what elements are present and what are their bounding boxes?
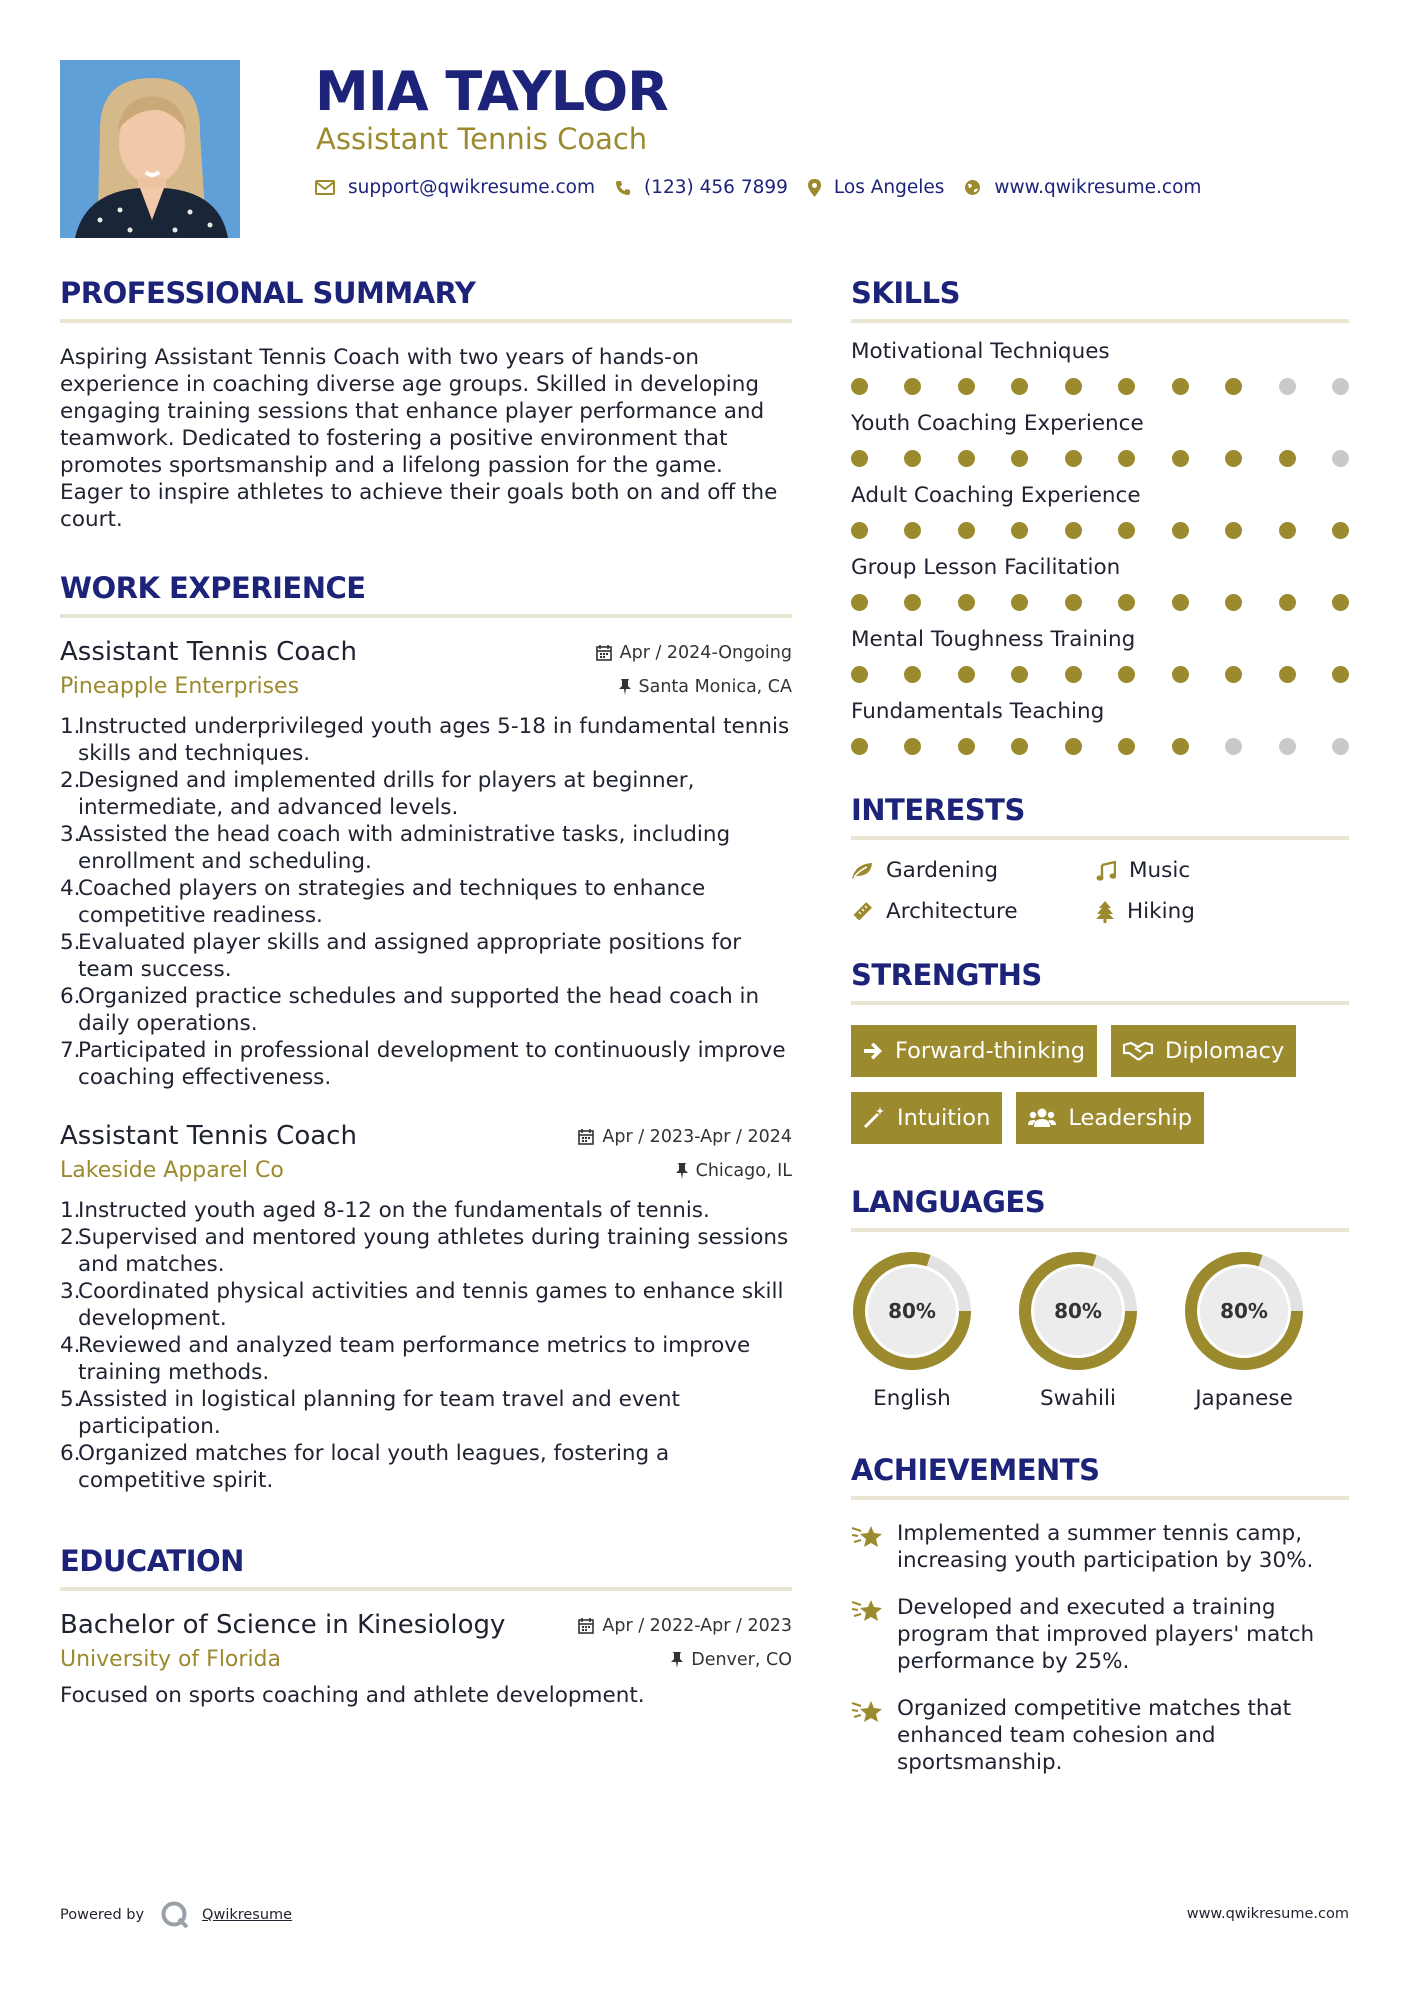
language-name: English xyxy=(873,1386,951,1411)
list-item: 1. Instructed youth aged 8-12 on the fundamentals of tennis. xyxy=(60,1198,710,1223)
rating-dot-filled xyxy=(958,594,975,611)
experience-section xyxy=(60,571,792,1494)
list-item: 2. Supervised and mentored young athletes during training sessions and matches. xyxy=(60,1225,789,1277)
language-progress-ring xyxy=(851,1250,973,1372)
right-column xyxy=(851,276,1349,1776)
skill-rating xyxy=(851,378,1349,395)
rating-dot-filled xyxy=(1172,666,1189,683)
skill-name: Motivational Techniques xyxy=(851,339,1110,364)
rating-dot-filled xyxy=(958,450,975,467)
skill-name: Adult Coaching Experience xyxy=(851,483,1141,508)
education-section xyxy=(60,1544,792,1709)
profile-photo xyxy=(60,60,240,238)
shooting-star-icon xyxy=(851,1697,885,1725)
skill-name: Group Lesson Facilitation xyxy=(851,555,1121,580)
candidate-role: Assistant Tennis Coach xyxy=(316,122,648,156)
rating-dot-filled xyxy=(1118,594,1135,611)
rating-dot-empty xyxy=(1332,738,1349,755)
footer-powered-by xyxy=(60,1900,292,1930)
achievement-text: Implemented a summer tennis camp, increasing youth participation by 30%. xyxy=(897,1521,1314,1573)
language-item xyxy=(1183,1250,1349,1411)
rating-dot-filled xyxy=(1011,594,1028,611)
education-heading: EDUCATION xyxy=(60,1544,792,1591)
interest-item: Gardening xyxy=(851,858,1096,883)
company-name: Pineapple Enterprises xyxy=(60,674,300,699)
rating-dot-filled xyxy=(1225,450,1242,467)
rating-dot-filled xyxy=(1118,666,1135,683)
language-item xyxy=(1017,1250,1183,1411)
location-text: Denver, CO xyxy=(691,1649,792,1670)
rating-dot-filled xyxy=(1118,738,1135,755)
education-dates xyxy=(578,1616,792,1636)
envelope-icon xyxy=(315,180,335,195)
rating-dot-filled xyxy=(851,738,868,755)
rating-dot-filled xyxy=(851,450,868,467)
rating-dot-filled xyxy=(1225,378,1242,395)
job-entry xyxy=(60,1121,792,1494)
ruler-icon xyxy=(851,901,873,923)
job-title: Assistant Tennis Coach xyxy=(60,637,357,667)
rating-dot-filled xyxy=(1279,450,1296,467)
rating-dot-filled xyxy=(1279,522,1296,539)
left-column xyxy=(60,276,792,1709)
rating-dot-filled xyxy=(1332,522,1349,539)
rating-dot-filled xyxy=(1172,738,1189,755)
dates-text: Apr / 2024-Ongoing xyxy=(619,643,792,663)
job-entry xyxy=(60,637,792,1091)
shooting-star-icon xyxy=(851,1596,885,1624)
strength-tag: Intuition xyxy=(851,1092,1002,1144)
achievements-heading: ACHIEVEMENTS xyxy=(851,1453,1349,1500)
rating-dot-empty xyxy=(1332,378,1349,395)
language-percent: 80% xyxy=(888,1299,936,1323)
skill-rating xyxy=(851,522,1349,539)
email-text: support@qwikresume.com xyxy=(348,177,595,198)
list-item: 6. Organized matches for local youth leagues, fostering a competitive spirit. xyxy=(60,1441,670,1493)
globe-icon xyxy=(964,179,981,196)
qwikresume-logo-icon xyxy=(160,1900,190,1930)
pushpin-icon xyxy=(671,1652,683,1668)
strength-tag: Diplomacy xyxy=(1111,1025,1296,1077)
rating-dot-filled xyxy=(1065,450,1082,467)
skill-item xyxy=(851,411,1349,467)
dates-text: Apr / 2022-Apr / 2023 xyxy=(602,1616,792,1636)
skill-rating xyxy=(851,666,1349,683)
magic-wand-icon xyxy=(863,1107,885,1129)
rating-dot-empty xyxy=(1225,738,1242,755)
summary-text: Aspiring Assistant Tennis Coach with two years of hands-on experience in coaching diverse age groups. Skilled in developing engaging training sessions that enhance player performance and teamwork. Dedicated to fostering a positive environment that promotes sportsmanship and a lifelong passion for the game. Eager to inspire athletes to achieve their goals both on and off the court. xyxy=(60,345,778,532)
list-item: 1. Instructed underprivileged youth ages 5-18 in fundamental tennis skills and techniques. xyxy=(60,714,790,766)
rating-dot-filled xyxy=(904,666,921,683)
calendar-icon xyxy=(596,645,612,661)
rating-dot-empty xyxy=(1279,738,1296,755)
contact-bar xyxy=(315,177,1221,198)
rating-dot-filled xyxy=(1065,594,1082,611)
achievements-section xyxy=(851,1453,1349,1776)
skill-rating xyxy=(851,738,1349,755)
list-item: 4. Reviewed and analyzed team performance metrics to improve training methods. xyxy=(60,1333,751,1385)
dates-text: Apr / 2023-Apr / 2024 xyxy=(602,1127,792,1147)
responsibility-list xyxy=(60,1197,792,1494)
rating-dot-filled xyxy=(904,450,921,467)
calendar-icon xyxy=(578,1618,594,1634)
skills-section xyxy=(851,276,1349,755)
skill-item xyxy=(851,483,1349,539)
rating-dot-filled xyxy=(904,522,921,539)
rating-dot-filled xyxy=(1172,594,1189,611)
responsibility-list xyxy=(60,713,792,1091)
phone-text: (123) 456 7899 xyxy=(644,177,788,198)
rating-dot-filled xyxy=(1118,522,1135,539)
list-item: 2. Designed and implemented drills for players at beginner, intermediate, and advanced levels. xyxy=(60,768,695,820)
brand-link[interactable]: Qwikresume xyxy=(202,1907,293,1923)
skill-name: Youth Coaching Experience xyxy=(851,411,1144,436)
language-item xyxy=(851,1250,1017,1411)
list-item: 3. Assisted the head coach with administrative tasks, including enrollment and scheduling. xyxy=(60,822,731,874)
job-dates xyxy=(578,1127,792,1147)
list-item: 3. Coordinated physical activities and tennis games to enhance skill development. xyxy=(60,1279,784,1331)
list-item: 7. Participated in professional development to continuously improve coaching effectiveness. xyxy=(60,1038,786,1090)
rating-dot-empty xyxy=(1332,450,1349,467)
achievement-item xyxy=(851,1695,1349,1776)
rating-dot-filled xyxy=(1011,378,1028,395)
languages-section xyxy=(851,1185,1349,1411)
shooting-star-icon xyxy=(851,1522,885,1550)
education-description: Focused on sports coaching and athlete development. xyxy=(60,1683,645,1708)
location-text: Chicago, IL xyxy=(695,1160,792,1181)
location-text: Los Angeles xyxy=(833,177,945,198)
job-location xyxy=(676,1161,792,1181)
rating-dot-filled xyxy=(1065,378,1082,395)
skill-item xyxy=(851,627,1349,683)
experience-heading: WORK EXPERIENCE xyxy=(60,571,792,618)
rating-dot-filled xyxy=(851,378,868,395)
job-title: Assistant Tennis Coach xyxy=(60,1121,357,1151)
leaf-icon xyxy=(851,862,873,880)
interests-heading: INTERESTS xyxy=(851,793,1349,840)
education-location xyxy=(671,1650,792,1670)
school-name: University of Florida xyxy=(60,1647,281,1672)
contact-phone[interactable] xyxy=(615,177,788,198)
education-entry xyxy=(60,1610,792,1709)
rating-dot-empty xyxy=(1279,378,1296,395)
candidate-name: MIA TAYLOR xyxy=(315,60,668,123)
skill-item xyxy=(851,339,1349,395)
list-item: 6. Organized practice schedules and supported the head coach in daily operations. xyxy=(60,984,760,1036)
skill-name: Mental Toughness Training xyxy=(851,627,1136,652)
rating-dot-filled xyxy=(1065,738,1082,755)
phone-icon xyxy=(615,180,631,196)
language-progress-ring xyxy=(1017,1250,1139,1372)
achievement-text: Organized competitive matches that enhanced team cohesion and sportsmanship. xyxy=(897,1696,1292,1775)
degree-title: Bachelor of Science in Kinesiology xyxy=(60,1610,506,1640)
rating-dot-filled xyxy=(958,378,975,395)
skill-rating xyxy=(851,594,1349,611)
achievement-item xyxy=(851,1520,1349,1574)
rating-dot-filled xyxy=(904,378,921,395)
interest-item: Hiking xyxy=(1096,899,1336,924)
strength-tag: Leadership xyxy=(1016,1092,1204,1144)
rating-dot-filled xyxy=(904,738,921,755)
rating-dot-filled xyxy=(1279,666,1296,683)
rating-dot-filled xyxy=(1172,522,1189,539)
language-name: Japanese xyxy=(1195,1386,1293,1411)
language-percent: 80% xyxy=(1220,1299,1268,1323)
list-item: 5. Assisted in logistical planning for team travel and event participation. xyxy=(60,1387,680,1439)
rating-dot-filled xyxy=(1225,522,1242,539)
achievement-text: Developed and executed a training program that improved players' match performance by 25%. xyxy=(897,1595,1315,1674)
rating-dot-filled xyxy=(1332,594,1349,611)
rating-dot-filled xyxy=(1279,594,1296,611)
strengths-heading: STRENGTHS xyxy=(851,958,1349,1005)
arrow-right-icon xyxy=(863,1042,883,1060)
rating-dot-filled xyxy=(1118,450,1135,467)
rating-dot-filled xyxy=(904,594,921,611)
footer-url[interactable]: www.qwikresume.com xyxy=(1186,1906,1349,1922)
rating-dot-filled xyxy=(851,522,868,539)
achievement-item xyxy=(851,1594,1349,1675)
map-pin-icon xyxy=(808,179,821,197)
rating-dot-filled xyxy=(1065,666,1082,683)
list-item: 5. Evaluated player skills and assigned appropriate positions for team success. xyxy=(60,930,742,982)
rating-dot-filled xyxy=(1172,450,1189,467)
skills-heading: SKILLS xyxy=(851,276,1349,323)
language-percent: 80% xyxy=(1054,1299,1102,1323)
summary-heading: PROFESSIONAL SUMMARY xyxy=(60,276,792,323)
rating-dot-filled xyxy=(1225,666,1242,683)
job-dates xyxy=(596,643,792,663)
rating-dot-filled xyxy=(1172,378,1189,395)
job-location xyxy=(619,677,793,697)
website-text: www.qwikresume.com xyxy=(994,177,1202,198)
pushpin-icon xyxy=(676,1163,688,1179)
strength-tag: Forward-thinking xyxy=(851,1025,1097,1077)
music-icon xyxy=(1096,861,1116,881)
interest-item: Music xyxy=(1096,858,1336,883)
interest-item: Architecture xyxy=(851,899,1096,924)
interests-section xyxy=(851,793,1349,924)
contact-location xyxy=(808,177,945,198)
summary-section xyxy=(60,276,792,533)
rating-dot-filled xyxy=(851,594,868,611)
strengths-section xyxy=(851,958,1349,1159)
rating-dot-filled xyxy=(958,738,975,755)
languages-heading: LANGUAGES xyxy=(851,1185,1349,1232)
skill-item xyxy=(851,699,1349,755)
powered-by-label: Powered by xyxy=(60,1907,145,1923)
contact-website[interactable] xyxy=(964,177,1201,198)
contact-email[interactable] xyxy=(315,177,595,198)
rating-dot-filled xyxy=(1065,522,1082,539)
language-name: Swahili xyxy=(1040,1386,1116,1411)
rating-dot-filled xyxy=(958,522,975,539)
language-progress-ring xyxy=(1183,1250,1305,1372)
skills-list xyxy=(851,339,1349,755)
rating-dot-filled xyxy=(1011,738,1028,755)
rating-dot-filled xyxy=(958,666,975,683)
rating-dot-filled xyxy=(1011,666,1028,683)
rating-dot-filled xyxy=(851,666,868,683)
skill-name: Fundamentals Teaching xyxy=(851,699,1105,724)
handshake-icon xyxy=(1123,1041,1153,1061)
pushpin-icon xyxy=(619,679,631,695)
languages-list xyxy=(851,1250,1349,1411)
location-text: Santa Monica, CA xyxy=(638,676,792,697)
company-name: Lakeside Apparel Co xyxy=(60,1158,284,1183)
rating-dot-filled xyxy=(1011,450,1028,467)
skill-rating xyxy=(851,450,1349,467)
rating-dot-filled xyxy=(1332,666,1349,683)
skill-item xyxy=(851,555,1349,611)
rating-dot-filled xyxy=(1225,594,1242,611)
rating-dot-filled xyxy=(1011,522,1028,539)
list-item: 4. Coached players on strategies and techniques to enhance competitive readiness. xyxy=(60,876,706,928)
tree-icon xyxy=(1096,901,1114,923)
users-icon xyxy=(1028,1108,1056,1128)
rating-dot-filled xyxy=(1118,378,1135,395)
calendar-icon xyxy=(578,1129,594,1145)
